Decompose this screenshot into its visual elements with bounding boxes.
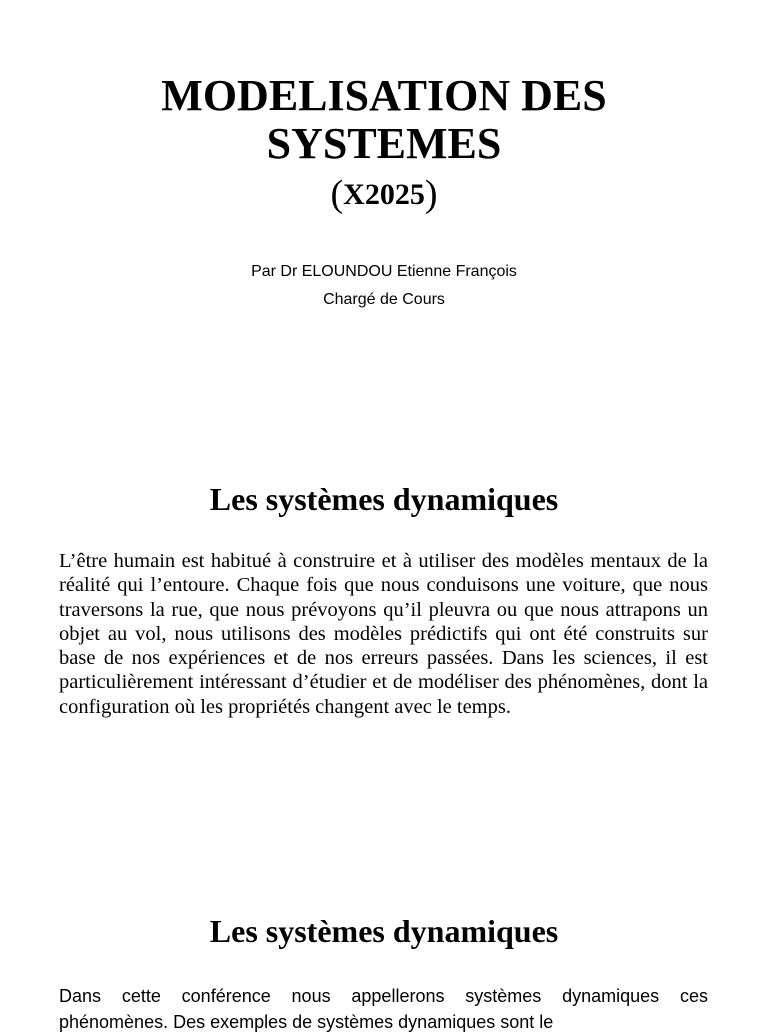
section-heading-1: Les systèmes dynamiques: [209, 481, 559, 517]
code-open-paren: (: [330, 173, 344, 215]
document-title: [0, 72, 768, 168]
section-paragraph-2: Dans cette conférence nous appellerons systèmes dynamiques ces phénomènes. Des exemples de systèmes dynamiques sont le: [59, 986, 708, 1032]
section-heading-2: Les systèmes dynamiques: [209, 913, 559, 949]
code-close-paren: ): [424, 173, 438, 215]
course-code-text: X2025: [343, 178, 425, 211]
section-paragraph-1: L’être humain est habitué à construire et à utiliser des modèles mentaux de la réalité qui l’entoure. Chaque fois que nous conduisons une voiture, que nous traversons la rue, que nous prévoyons qu’il pleuvra ou que nous attrapons un objet au vol, nous utilisons des modèles prédictifs qui ont été construits sur base de nos expériences et de nos erreurs passées. Dans les sciences, il est particulièrement intéressant d’étudier et de modéliser des phénomènes, dont la configuration où les propriétés changent avec le temps.: [59, 550, 708, 718]
title-block: [0, 72, 768, 213]
course-code: [0, 173, 768, 215]
author-role: Chargé de Cours: [323, 291, 445, 308]
title-line-2: SYSTEMES: [266, 119, 502, 168]
title-line-1: MODELISATION DES: [161, 71, 607, 120]
author-name: Par Dr ELOUNDOU Etienne François: [251, 263, 517, 280]
author-block: [0, 258, 768, 314]
